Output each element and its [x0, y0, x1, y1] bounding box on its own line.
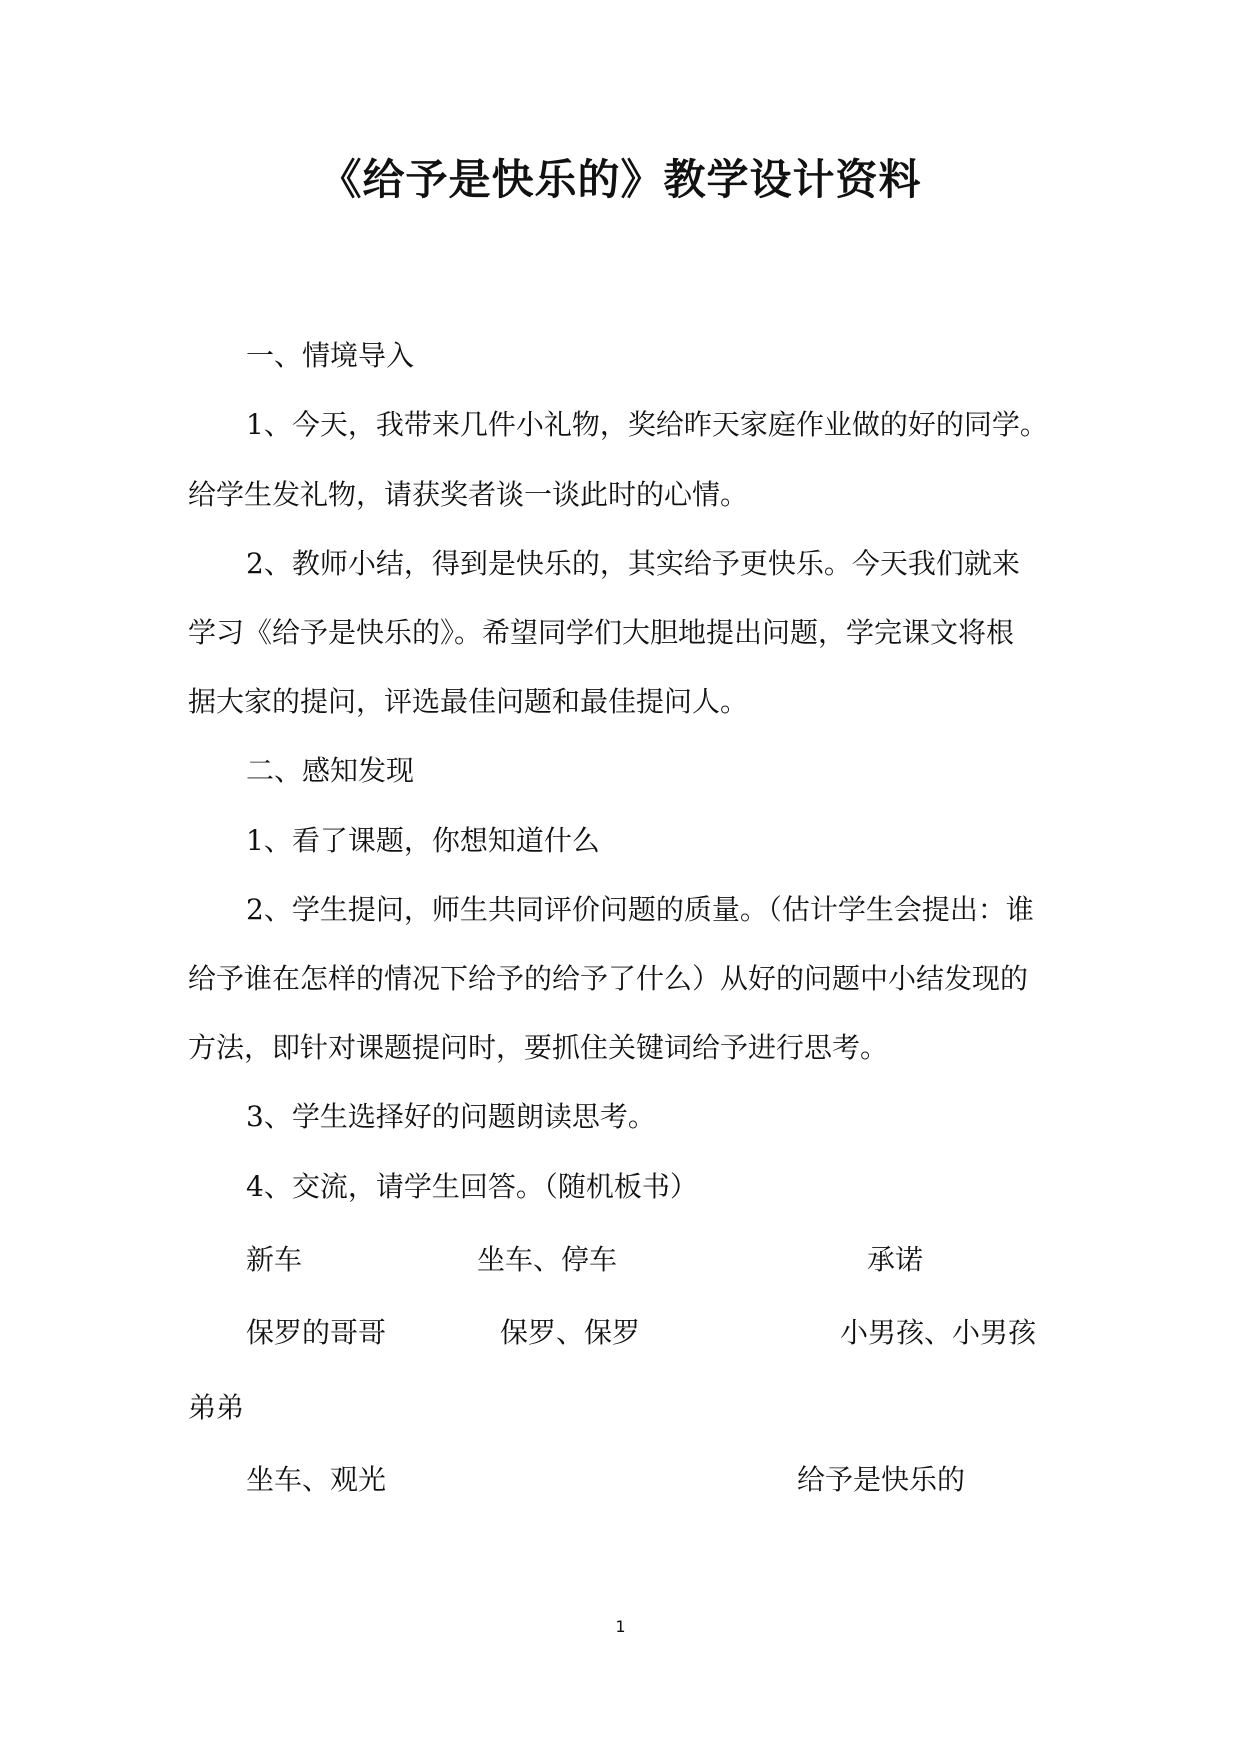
board-item: 保罗的哥哥: [246, 1316, 387, 1349]
section-heading-1: 一、情境导入: [246, 339, 415, 372]
paragraph-line: 方法，即针对课题提问时，要抓住关键词给予进行思考。: [188, 1031, 889, 1064]
board-item: 保罗、保罗: [500, 1316, 641, 1349]
paragraph-line: 2、学生提问，师生共同评价问题的质量。（估计学生会提出：谁: [246, 893, 1034, 926]
section-heading-2: 二、感知发现: [246, 754, 415, 787]
paragraph-line: 4、交流，请学生回答。（随机板书）: [246, 1170, 698, 1203]
paragraph-line: 1、今天，我带来几件小礼物，奖给昨天家庭作业做的好的同学。: [246, 408, 1048, 441]
paragraph-line: 给学生发礼物，请获奖者谈一谈此时的心情。: [188, 478, 749, 511]
board-item: 给予是快乐的: [797, 1463, 966, 1496]
paragraph-line: 据大家的提问，评选最佳问题和最佳提问人。: [188, 685, 749, 718]
board-item: 新车: [246, 1243, 303, 1276]
paragraph-line: 给予谁在怎样的情况下给予的给予了什么）从好的问题中小结发现的: [188, 962, 1029, 995]
board-item: 承诺: [867, 1243, 924, 1276]
page-number: 1: [615, 1617, 626, 1636]
board-item: 坐车、观光: [246, 1463, 387, 1496]
board-item: 小男孩、小男孩: [840, 1316, 1037, 1349]
paragraph-line: 学习《给予是快乐的》。希望同学们大胆地提出问题，学完课文将根: [188, 616, 1015, 649]
paragraph-line: 2、教师小结，得到是快乐的，其实给予更快乐。今天我们就来: [246, 547, 1020, 580]
board-item: 坐车、停车: [477, 1243, 618, 1276]
board-item: 弟弟: [188, 1391, 245, 1424]
paragraph-line: 1、看了课题，你想知道什么: [246, 824, 600, 857]
document-title: 《给予是快乐的》教学设计资料: [319, 155, 922, 204]
paragraph-line: 3、学生选择好的问题朗读思考。: [246, 1100, 656, 1133]
